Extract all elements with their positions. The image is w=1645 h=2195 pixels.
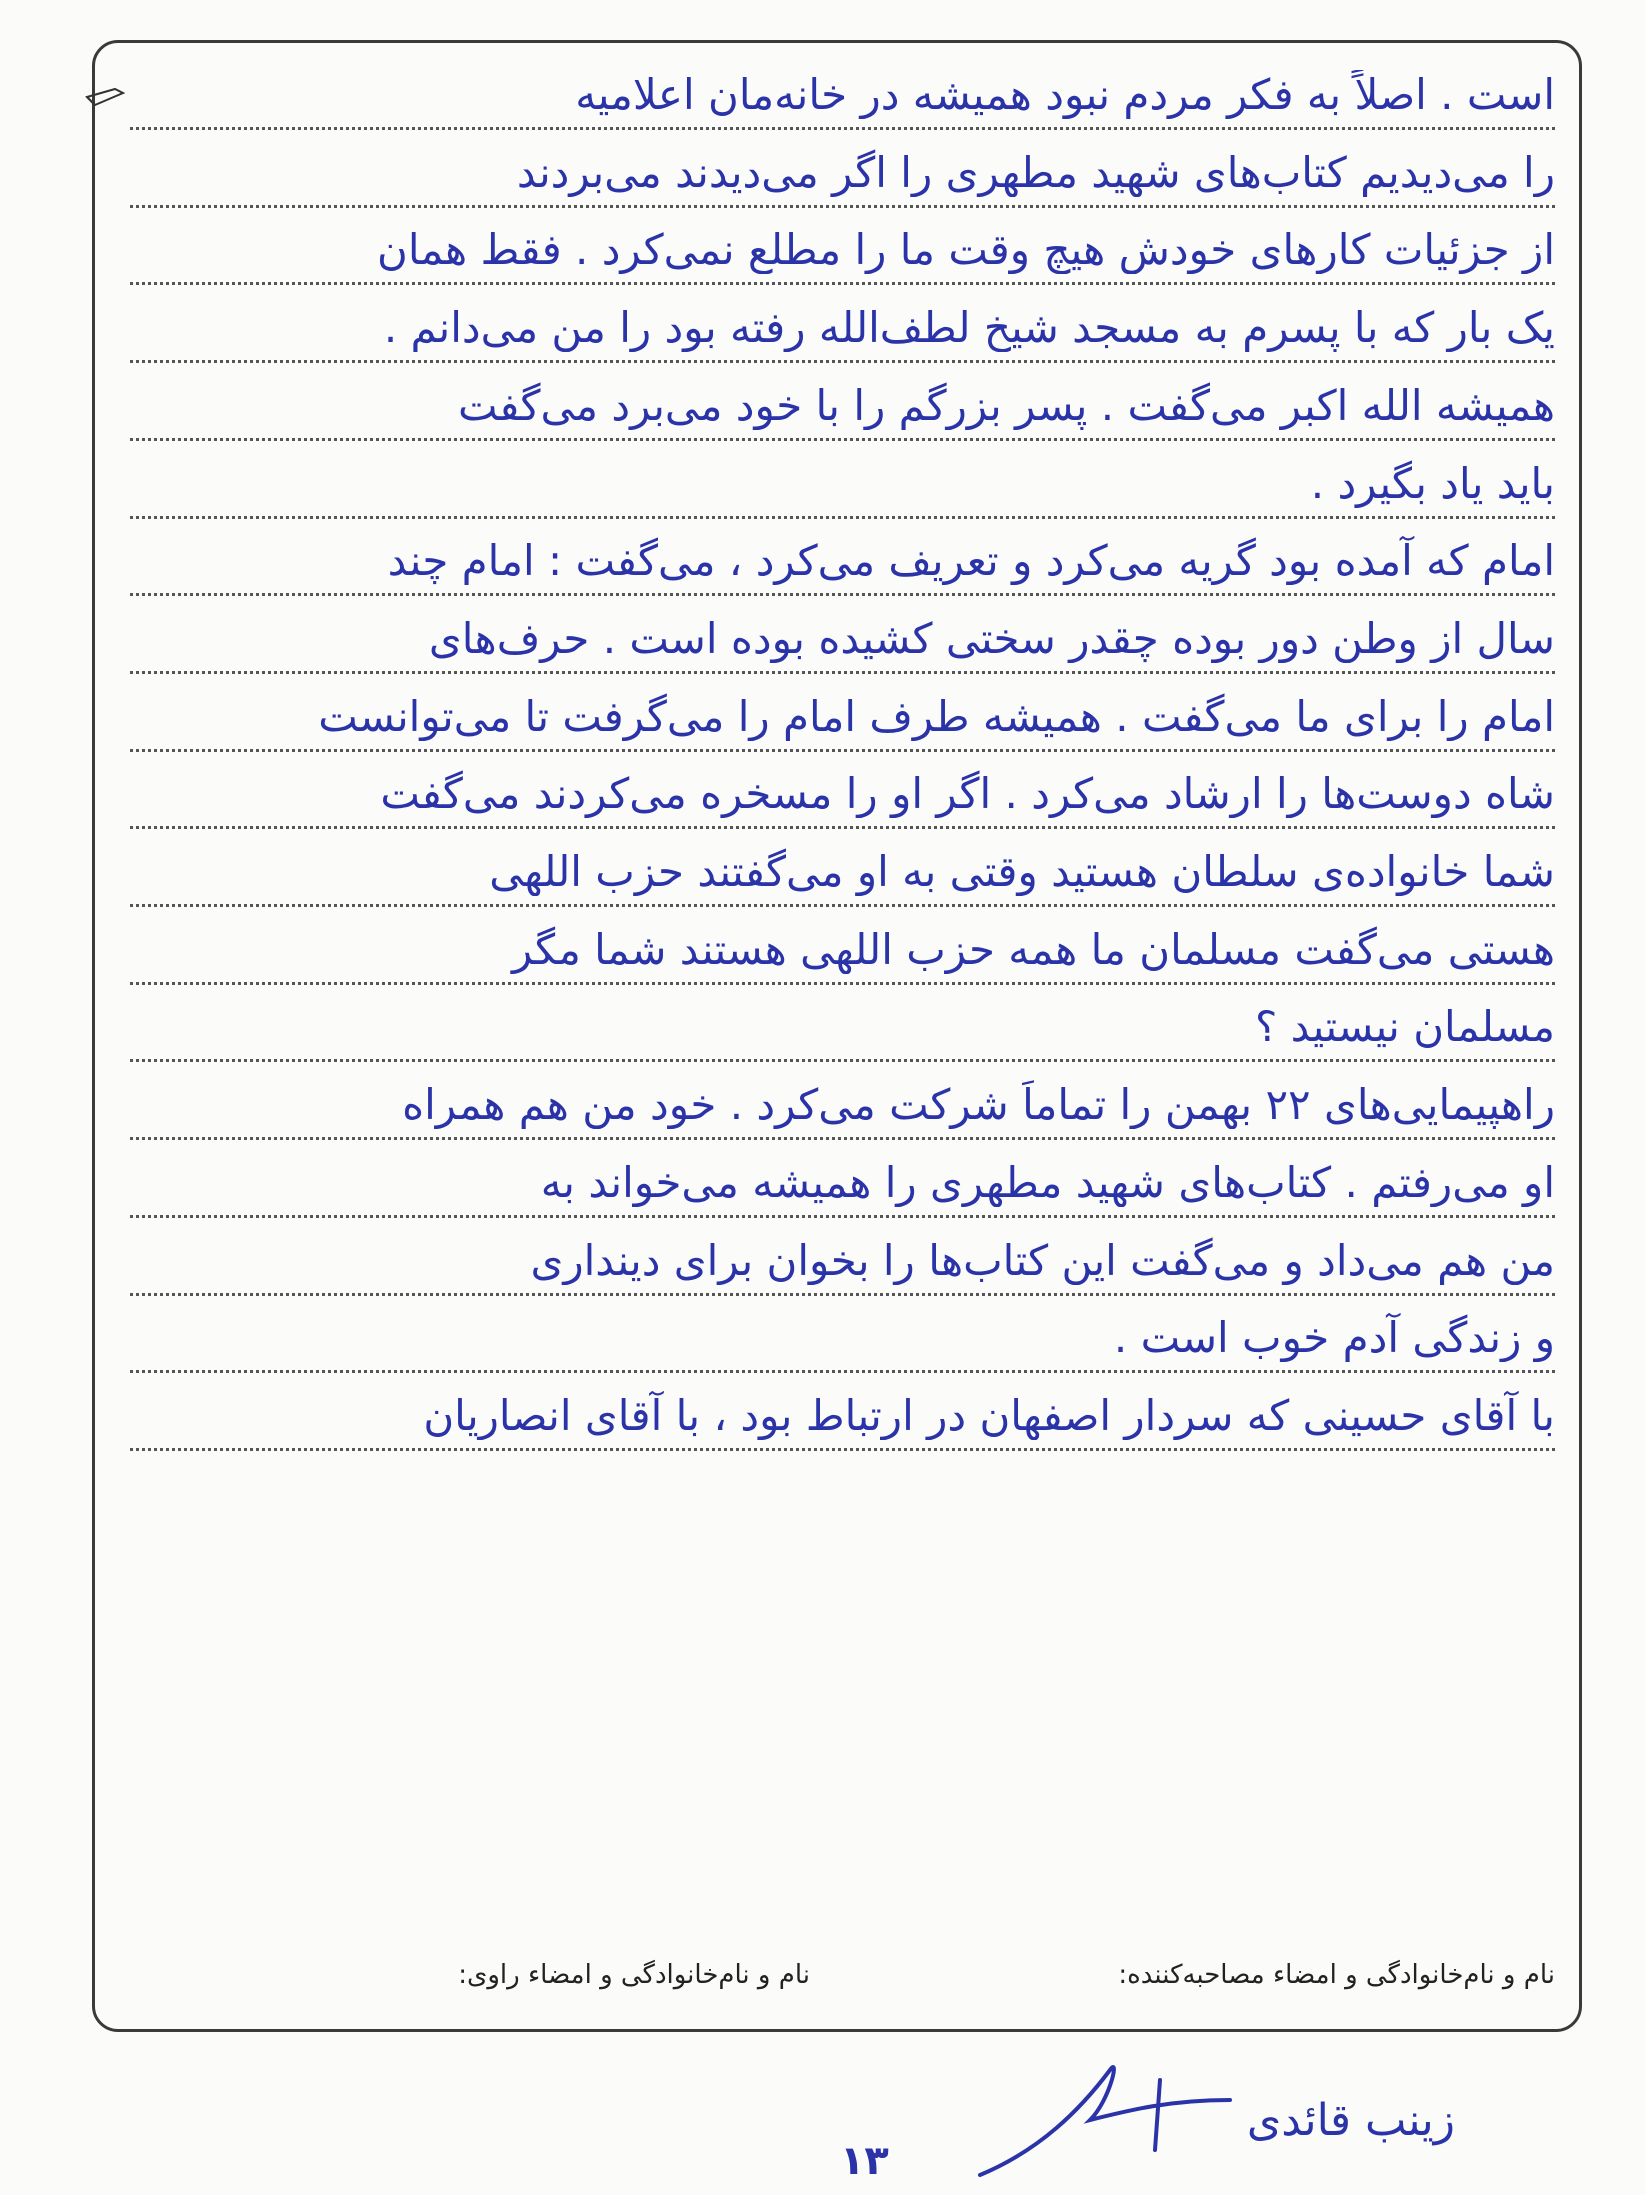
- ruled-line: [130, 60, 1555, 130]
- handwritten-line: یک بار که با پسرم به مسجد شیخ لطف‌الله رفته بود را من می‌دانم .: [383, 303, 1555, 353]
- handwritten-line: است . اصلاً به فکر مردم نبود همیشه در خانه‌مان اعلامیه: [575, 70, 1555, 119]
- ruled-line: [130, 526, 1555, 596]
- handwritten-line: مسلمان نیستید ؟: [1254, 1002, 1555, 1052]
- handwritten-line: شما خانواده‌ی سلطان هستید وقتی به او می‌گفتند حزب اللهی: [489, 847, 1555, 896]
- handwritten-line: او می‌رفتم . کتاب‌های شهید مطهری را همیشه می‌خواند به: [540, 1157, 1555, 1207]
- handwritten-line: امام را برای ما می‌گفت . همیشه طرف امام را می‌گرفت تا می‌توانست: [318, 691, 1555, 741]
- ruled-line: [130, 837, 1555, 907]
- ruled-line: [130, 604, 1555, 674]
- handwritten-line: شاه دوست‌ها را ارشاد می‌کرد . اگر او را مسخره می‌کردند می‌گفت: [380, 769, 1555, 819]
- handwritten-line: با آقای حسینی که سردار اصفهان در ارتباط بود ، با آقای انصاریان: [423, 1390, 1555, 1440]
- ruled-line: [130, 682, 1555, 752]
- handwritten-line: از جزئیات کارهای خودش هیچ وقت ما را مطلع نمی‌کرد . فقط همان: [377, 225, 1555, 275]
- narrator-label: نام و نام‌خانوادگی و امضاء راوی:: [458, 1960, 810, 1990]
- pencil-icon: [85, 85, 125, 109]
- ruled-line: [130, 1381, 1555, 1451]
- ruled-line: [130, 1226, 1555, 1296]
- ruled-line: [130, 1303, 1555, 1373]
- ruled-line: [130, 992, 1555, 1062]
- handwritten-line: باید یاد بگیرد .: [1310, 458, 1555, 508]
- handwritten-line: راهپیمایی‌های ۲۲ بهمن را تماماً شرکت می‌کرد . خود من هم همراه: [402, 1080, 1555, 1130]
- ruled-line: [130, 1070, 1555, 1140]
- handwritten-line: سال از وطن دور بوده چقدر سختی کشیده بوده است . حرف‌های: [428, 613, 1555, 663]
- signature-icon: [960, 2040, 1260, 2190]
- ruled-line: [130, 759, 1555, 829]
- ruled-line: [130, 449, 1555, 519]
- narrator-name: زینب قائدی: [1246, 2095, 1455, 2146]
- handwritten-line: امام که آمده بود گریه می‌کرد و تعریف می‌کرد ، می‌گفت : امام چند: [387, 536, 1555, 586]
- interviewer-label: نام و نام‌خانوادگی و امضاء مصاحبه‌کننده:: [1118, 1960, 1555, 1990]
- handwritten-line: را می‌دیدیم کتاب‌های شهید مطهری را اگر می‌دیدند می‌بردند: [516, 147, 1555, 197]
- ruled-line: [130, 371, 1555, 441]
- ruled-line: [130, 138, 1555, 208]
- handwritten-line: همیشه الله اکبر می‌گفت . پسر بزرگم را با خود می‌برد می‌گفت: [458, 380, 1555, 430]
- handwritten-line: هستی می‌گفت مسلمان ما همه حزب اللهی هستند شما مگر: [511, 924, 1555, 974]
- ruled-line: [130, 1148, 1555, 1218]
- page-number: ۱۳: [840, 2138, 889, 2184]
- ruled-line: [130, 915, 1555, 985]
- handwritten-line: و زندگی آدم خوب است .: [1113, 1313, 1555, 1363]
- ruled-line: [130, 293, 1555, 363]
- ruled-line: [130, 215, 1555, 285]
- handwritten-line: من هم می‌داد و می‌گفت این کتاب‌ها را بخوان برای دینداری: [530, 1235, 1555, 1285]
